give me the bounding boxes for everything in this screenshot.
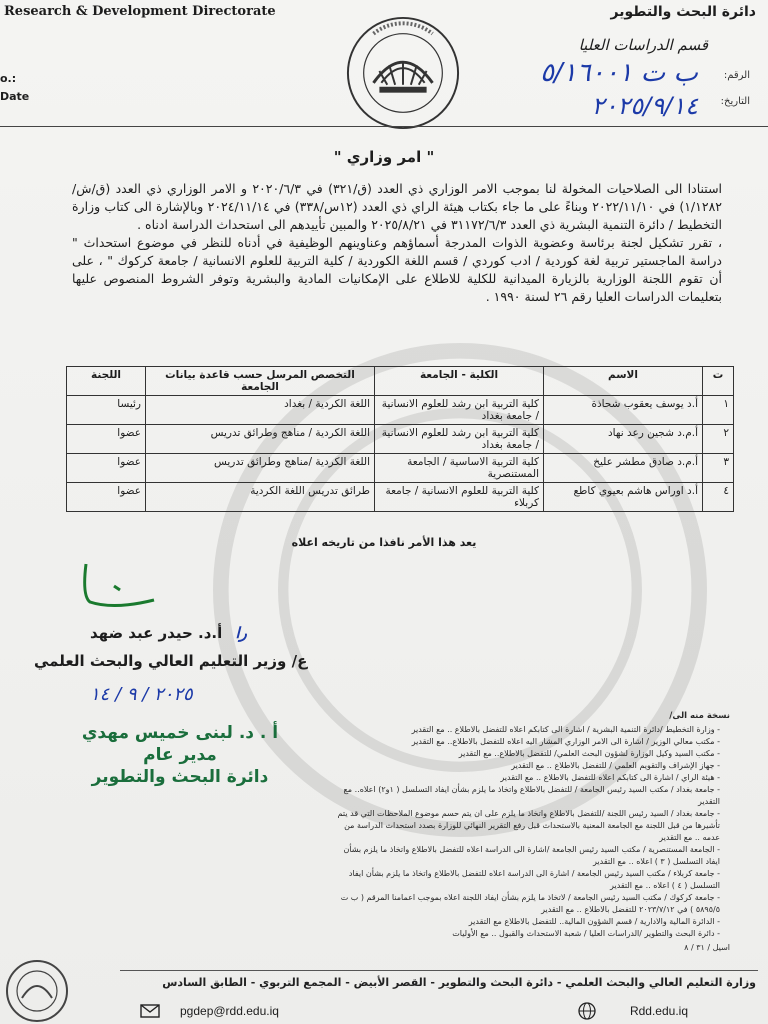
stamp-name: أ . د. لبنى خميس مهدي — [81, 723, 279, 743]
table-row — [67, 454, 734, 483]
order-body — [72, 180, 722, 306]
ref-label-ar: الرقم: — [723, 70, 750, 81]
footer-website-link[interactable]: Rdd.edu.iq — [629, 1004, 688, 1018]
cell-seq: ٤ — [703, 483, 734, 512]
list-item: - جامعة بغداد / السيد رئيس اللجنة /للتفضل بالاطلاع واتخاذ ما يلزم على ان يتم حسم موضوع الملاحظات التي قد يتم تأشيرها من قبل اللجنة مع الجامعة المعنية بالاستحداث قبل رفع التقرير النهائي للوزارة بصدد استحداث الدراسة من عدمه .. مع التقدير — [330, 808, 720, 844]
handwritten-ref-number: ب ت ٥/١٦٠٠١ — [539, 58, 698, 88]
cell-seq: ٣ — [703, 454, 734, 483]
list-item: - جهاز الإشراف والتقويم العلمي / للتفضل بالاطلاع .. مع التقدير — [330, 760, 720, 772]
footer-divider — [120, 970, 758, 971]
document-title: " امر وزاري " — [333, 148, 435, 166]
date-label: Date — [0, 90, 30, 103]
footer-email-link[interactable]: pgdep@rdd.edu.iq — [180, 1004, 279, 1018]
minister-initials: را — [235, 624, 247, 642]
directorate-title-en: Research & Development Directorate — [4, 4, 276, 19]
date-label-ar: التاريخ: — [720, 96, 750, 107]
minister-name-text: أ.د. حيدر عبد ضهد — [90, 624, 223, 642]
envelope-icon — [140, 1004, 160, 1018]
cell-role: رئيسا — [67, 396, 146, 425]
signature-handwritten-date: ٢٠٢٥ / ٩ / ١٤ — [90, 684, 193, 705]
header-divider — [0, 126, 768, 127]
footer-address: وزارة التعليم العالي والبحث العلمي - دائرة البحث والتطوير - القصر الأبيض - المجمع التربوي - الطابق السادس — [162, 976, 756, 989]
department-name: قسم الدراسات العليا — [578, 36, 708, 54]
globe-icon — [578, 1002, 596, 1020]
cell-role: عضوا — [67, 483, 146, 512]
cell-role: عضوا — [67, 425, 146, 454]
col-header-name: الاسم — [544, 367, 703, 396]
cell-specialty: طرائق تدريس اللغة الكردية — [146, 483, 375, 512]
cell-college: كلية التربية ابن رشد للعلوم الانسانية / جامعة بغداد — [375, 425, 544, 454]
list-item: - جامعة كركوك / مكتب السيد رئيس الجامعة / لاتخاذ ما يلزم بشأن ايفاد اللجنة اعلاه بموجب اعمامنا المرقم ( ب ت ٥٨٩٥/٥ ) في ٢٠٢٣/٧/١٢ للتفضل بالاطلاع .. مع التقدير — [330, 892, 720, 916]
body-paragraph: ، تقرر تشكيل لجنة برئاسة وعضوية الذوات المدرجة أسماؤهم وعناوينهم الوظيفية في أدناه للنظر في موضوع استحداث " دراسة الماجستير تربية لغة كوردية / ادب كوردي / قسم اللغة الكوردية / كلية التربية للعلوم الانسانية / جامعة كركوك " ، على أن تقوم اللجنة الوزارية بالزيارة الميدانية للكلية للاطلاع على الإمكانيات المادية والبشرية وتوفر الشروط المنصوص عليها بتعليمات الدراسات العليا رقم ٢٦ لسنة ١٩٩٠ . — [72, 235, 722, 304]
list-item: - هيئة الراي / اشارة الى كتابكم اعلاه للتفضل بالاطلاع .. مع التقدير — [330, 772, 720, 784]
list-item: - مكتب معالي الوزير / اشارة الى الامر الوزاري المشار اليه اعلاه للتفضل بالاطلاع.. مع التقدير — [330, 736, 720, 748]
cell-name: أ.م.د صادق مطشر عليخ — [544, 454, 703, 483]
cell-role: عضوا — [67, 454, 146, 483]
body-paragraph: استنادا الى الصلاحيات المخولة لنا بموجب الامر الوزاري ذي العدد (ق/٣٢١) في ٢٠٢٠/٦/٣ و الامر الوزاري ذي العدد (ق/ش/١/١٢٨٢) في ٢٠٢٢/١١/١٠ وبناءً على ما جاء بكتاب هيئة الراي ذي العدد (١٢س/٣٣٨) في ٢٠٢٤/١١/١٤ وبالإشارة الى كتاب وزارة التخطيط / دائرة التنمية البشرية ذي العدد ٣١١٧٢/٦/٣ في ٢٠٢٥/٨/٢١ والمبين تأييدهم الى استحداث الدراسة ادناه . — [72, 181, 723, 232]
table-row — [67, 483, 734, 512]
cell-specialty: اللغة الكردية / بغداد — [146, 396, 375, 425]
handwritten-date: ٢٠٢٥/٩/١٤ — [591, 92, 698, 120]
copies-tail: اسيل / ٣١ / ٨ — [684, 943, 730, 952]
committee-table — [66, 366, 734, 512]
col-header-college: الكلية - الجامعة — [375, 367, 544, 396]
footer-emblem-logo — [4, 958, 70, 1024]
cell-name: أ.م.د شجين رعد نهاد — [544, 425, 703, 454]
cell-name: أ.د يوسف يعقوب شحاذة — [544, 396, 703, 425]
list-item: - دائرة البحث والتطوير /الدراسات العليا / شعبة الاستحداث والقبول .. مع الأوليات — [330, 928, 720, 940]
col-header-specialty: التخصص المرسل حسب قاعدة بيانات الجامعة — [146, 367, 375, 396]
minister-title: ع/ وزير التعليم العالي والبحث العلمي — [34, 652, 308, 670]
copies-header: نسخة منه الى/ — [669, 711, 730, 721]
list-item: - مكتب السيد وكيل الوزارة لشؤون البحث العلمي/ للتفضل بالاطلاع.. مع التقدير — [330, 748, 720, 760]
minister-name — [90, 624, 247, 642]
director-stamp — [60, 722, 300, 788]
list-item: - الدائرة المالية والادارية / قسم الشؤون المالية.. للتفضل بالاطلاع مع التقدير — [330, 916, 720, 928]
number-label: o.: — [0, 72, 17, 85]
effective-note: يعد هذا الأمر نافذا من تاريخه اعلاه — [291, 536, 477, 549]
copies-list — [330, 710, 730, 954]
cell-seq: ١ — [703, 396, 734, 425]
cell-seq: ٢ — [703, 425, 734, 454]
directorate-title-ar: دائرة البحث والتطوير — [610, 4, 756, 20]
cell-college: كلية التربية الاساسية / الجامعة المستنصرية — [375, 454, 544, 483]
col-header-seq: ت — [703, 367, 734, 396]
cell-specialty: اللغة الكردية /مناهج وطرائق تدريس — [146, 454, 375, 483]
cell-name: أ.د اوراس هاشم بعيوي كاطع — [544, 483, 703, 512]
list-item: - وزارة التخطيط /دائرة التنمية البشرية / اشارة الى كتابكم اعلاه للتفضل بالاطلاع .. مع التقدير — [330, 724, 720, 736]
cell-college: كلية التربية للعلوم الانسانية / جامعة كربلاء — [375, 483, 544, 512]
stamp-position: مدير عام — [143, 745, 217, 765]
cell-college: كلية التربية ابن رشد للعلوم الانسانية / جامعة بغداد — [375, 396, 544, 425]
list-item: - الجامعة المستنصرية / مكتب السيد رئيس الجامعة /اشارة الى الدراسة اعلاه للتفضل بالاطلاع واتخاذ ما يلزم بشأن ايفاد التسلسل ( ٣ ) اعلاه .. مع التقدير — [330, 844, 720, 868]
table-row — [67, 425, 734, 454]
list-item: - جامعة بغداد / مكتب السيد رئيس الجامعة / للتفضل بالاطلاع واتخاذ ما يلزم بشأن ايفاد التسلسل ( ١و٢) اعلاه.. مع التقدير — [330, 784, 720, 808]
list-item: - جامعة كربلاء / مكتب السيد رئيس الجامعة / اشارة الى الدراسة اعلاه للتفضل بالاطلاع واتخاذ ما يلزم بشأن ايفاد التسلسل ( ٤ ) اعلاه .. مع التقدير — [330, 868, 720, 892]
signature-mark — [74, 556, 164, 616]
table-header-row — [67, 367, 734, 396]
col-header-role: اللجنة — [67, 367, 146, 396]
stamp-department: دائرة البحث والتطوير — [91, 767, 269, 787]
cell-specialty: اللغة الكردية / مناهج وطرائق تدريس — [146, 425, 375, 454]
table-row — [67, 396, 734, 425]
ministry-emblem-logo — [344, 14, 462, 132]
